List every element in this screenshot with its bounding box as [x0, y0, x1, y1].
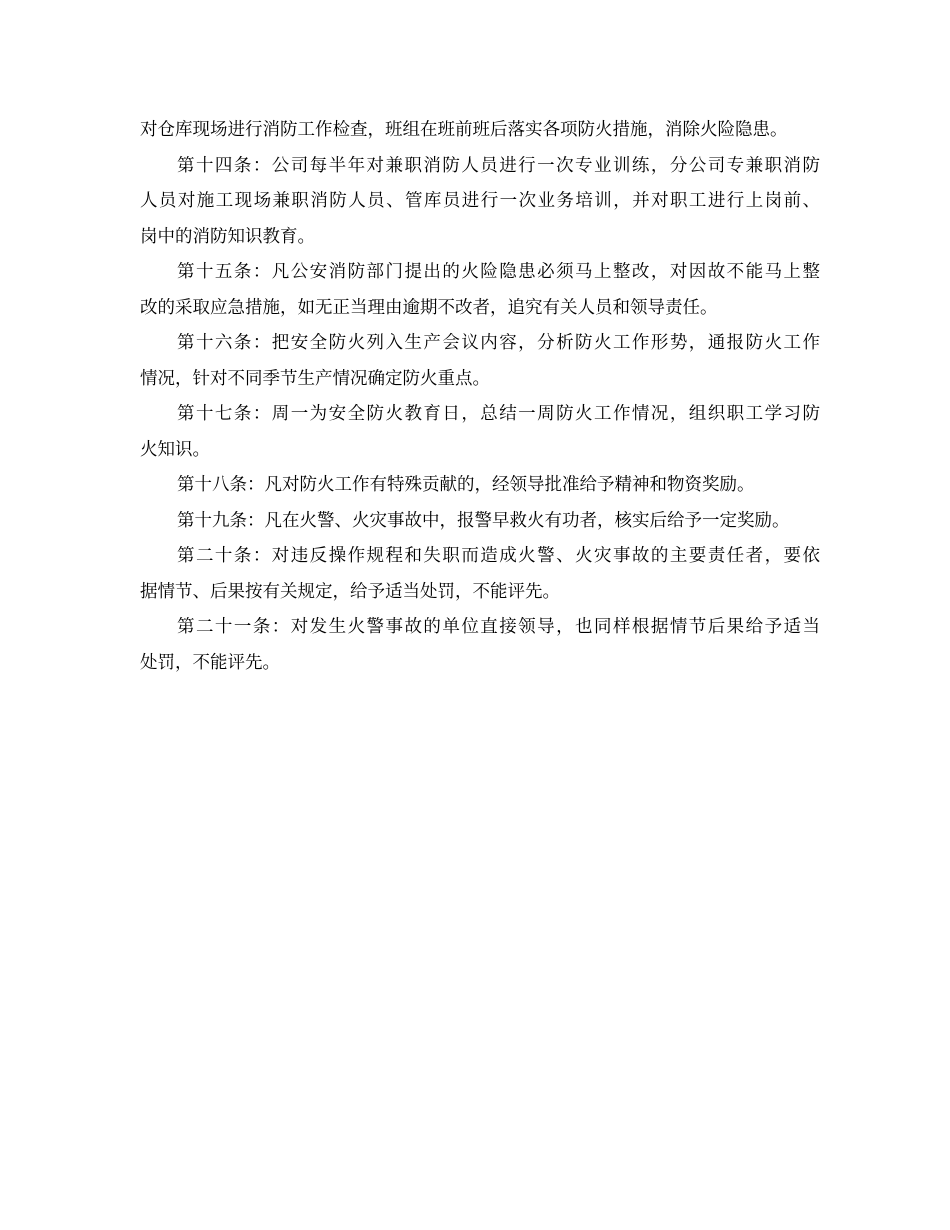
document-line: 第二十一条：对发生火警事故的单位直接领导，也同样根据情节后果给予适当	[177, 617, 820, 637]
document-line: 人员对施工现场兼职消防人员、管库员进行一次业务培训，并对职工进行上岗前、	[140, 191, 820, 211]
document-line: 处罚，不能评先。	[140, 652, 280, 673]
document-line: 情况，针对不同季节生产情况确定防火重点。	[140, 368, 490, 389]
document-line: 第十五条：凡公安消防部门提出的火险隐患必须马上整改，对因故不能马上整	[177, 262, 820, 282]
document-body	[140, 113, 820, 681]
document-line: 岗中的消防知识教育。	[140, 226, 315, 247]
document-line: 据情节、后果按有关规定，给予适当处罚，不能评先。	[140, 581, 560, 602]
document-line: 第十七条：周一为安全防火教育日，总结一周防火工作情况，组织职工学习防	[177, 404, 820, 424]
document-line: 第十六条：把安全防火列入生产会议内容，分析防火工作形势，通报防火工作	[177, 333, 820, 353]
document-line: 第二十条：对违反操作规程和失职而造成火警、火灾事故的主要责任者，要依	[177, 546, 820, 566]
document-line: 对仓库现场进行消防工作检查，班组在班前班后落实各项防火措施，消除火险隐患。	[140, 120, 788, 140]
document-line: 火知识。	[140, 439, 210, 460]
document-line: 改的采取应急措施，如无正当理由逾期不改者，追究有关人员和领导责任。	[140, 297, 718, 318]
document-line: 第十八条：凡对防火工作有特殊贡献的，经领导批准给予精神和物资奖励。	[177, 475, 755, 495]
document-line: 第十四条：公司每半年对兼职消防人员进行一次专业训练，分公司专兼职消防	[177, 155, 820, 176]
document-line: 第十九条：凡在火警、火灾事故中，报警早救火有功者，核实后给予一定奖励。	[177, 510, 790, 531]
